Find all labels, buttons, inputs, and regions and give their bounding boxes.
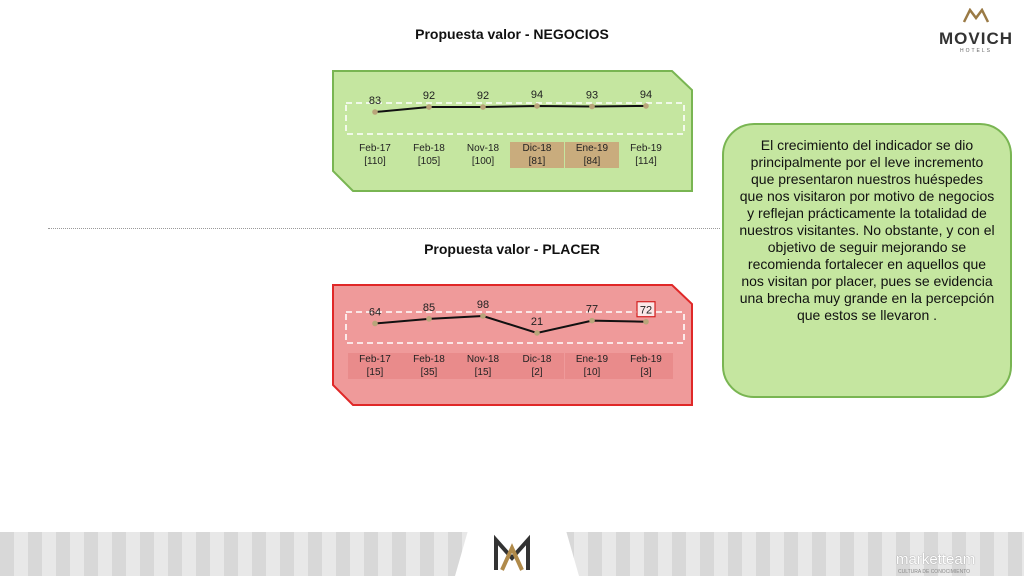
category-sample-size: [84] xyxy=(583,156,601,167)
category-name: Dic-18 xyxy=(522,354,552,365)
logo-wordmark: MOVICH xyxy=(939,29,1013,48)
data-point xyxy=(372,109,378,115)
data-point xyxy=(534,103,540,109)
data-point xyxy=(589,318,595,324)
data-point xyxy=(643,103,649,109)
category-label xyxy=(510,353,564,379)
category-sample-size: [15] xyxy=(366,367,384,378)
category-name: Ene-19 xyxy=(575,354,609,365)
category-label xyxy=(565,353,619,379)
category-sample-size: [110] xyxy=(364,156,386,167)
panel-background xyxy=(333,71,692,191)
category-sample-size: [2] xyxy=(531,367,543,378)
data-label: 93 xyxy=(585,89,599,102)
data-point xyxy=(534,330,540,336)
category-label xyxy=(565,142,619,168)
data-label: 92 xyxy=(476,90,490,103)
data-point xyxy=(643,319,649,325)
chart-panel-placer xyxy=(330,282,695,408)
category-sample-size: [105] xyxy=(417,156,441,167)
category-name: Feb-17 xyxy=(359,143,391,154)
movich-logo xyxy=(936,8,1016,54)
category-name: Nov-18 xyxy=(466,354,500,365)
data-point xyxy=(480,313,486,319)
section-divider xyxy=(48,228,720,229)
data-label: 85 xyxy=(422,301,436,314)
category-label xyxy=(619,142,673,168)
category-label xyxy=(619,353,673,379)
category-label xyxy=(402,142,456,168)
chart-title-negocios: Propuesta valor - NEGOCIOS xyxy=(415,26,609,42)
category-sample-size: [100] xyxy=(471,156,495,167)
data-point xyxy=(589,104,595,110)
category-label xyxy=(456,142,510,168)
category-sample-size: [35] xyxy=(420,367,438,378)
data-label: 64 xyxy=(368,306,382,319)
data-point xyxy=(426,104,432,110)
category-name: Ene-19 xyxy=(575,143,609,154)
chart-panel-negocios xyxy=(330,68,695,194)
category-label xyxy=(510,142,564,168)
analysis-note: El crecimiento del indicador se dio principalmente por el leve incremento que presentaron nuestros huéspedes que nos visitaron por motivo de negocios y reflejan prácticamente la totalidad de nuestros visitantes. No obstante, y con el objetivo de seguir mejorando se recomienda fortalecer en aquellos que nos visitan por placer, pues se evidencia una brecha muy grande en la percepción que estos se llevaron . xyxy=(722,123,1012,398)
data-label: 83 xyxy=(368,95,382,107)
marketteam-brand: marketteam xyxy=(896,551,976,568)
category-sample-size: [10] xyxy=(583,367,601,378)
category-name: Dic-18 xyxy=(522,143,552,154)
category-sample-size: [81] xyxy=(528,156,546,167)
category-label xyxy=(348,353,402,379)
chart-title-placer: Propuesta valor - PLACER xyxy=(424,241,600,257)
category-name: Feb-19 xyxy=(630,143,662,154)
marketteam-tagline: CULTURA DE CONOCIMIENTO xyxy=(898,569,971,575)
category-label xyxy=(348,142,402,168)
category-sample-size: [15] xyxy=(474,367,492,378)
category-name: Feb-18 xyxy=(413,143,445,154)
data-point xyxy=(372,321,378,327)
data-label: 21 xyxy=(530,315,544,328)
logo-subtitle: HOTELS xyxy=(959,48,992,54)
category-name: Nov-18 xyxy=(466,143,500,154)
data-point xyxy=(426,316,432,322)
category-name: Feb-19 xyxy=(630,354,662,365)
data-label: 94 xyxy=(530,88,544,101)
category-sample-size: [3] xyxy=(640,367,652,378)
mm-monogram-icon xyxy=(490,534,534,574)
data-point xyxy=(480,104,486,110)
category-sample-size: [114] xyxy=(635,156,657,167)
category-name: Feb-18 xyxy=(413,354,445,365)
data-label: 92 xyxy=(422,90,436,103)
category-name: Feb-17 xyxy=(359,354,391,365)
movich-crown-icon xyxy=(958,8,994,24)
data-label: 98 xyxy=(476,299,490,311)
data-label: 77 xyxy=(585,303,599,316)
data-label: 94 xyxy=(639,88,653,101)
category-label xyxy=(402,353,456,379)
category-label xyxy=(456,353,510,379)
data-label: 72 xyxy=(639,304,653,317)
